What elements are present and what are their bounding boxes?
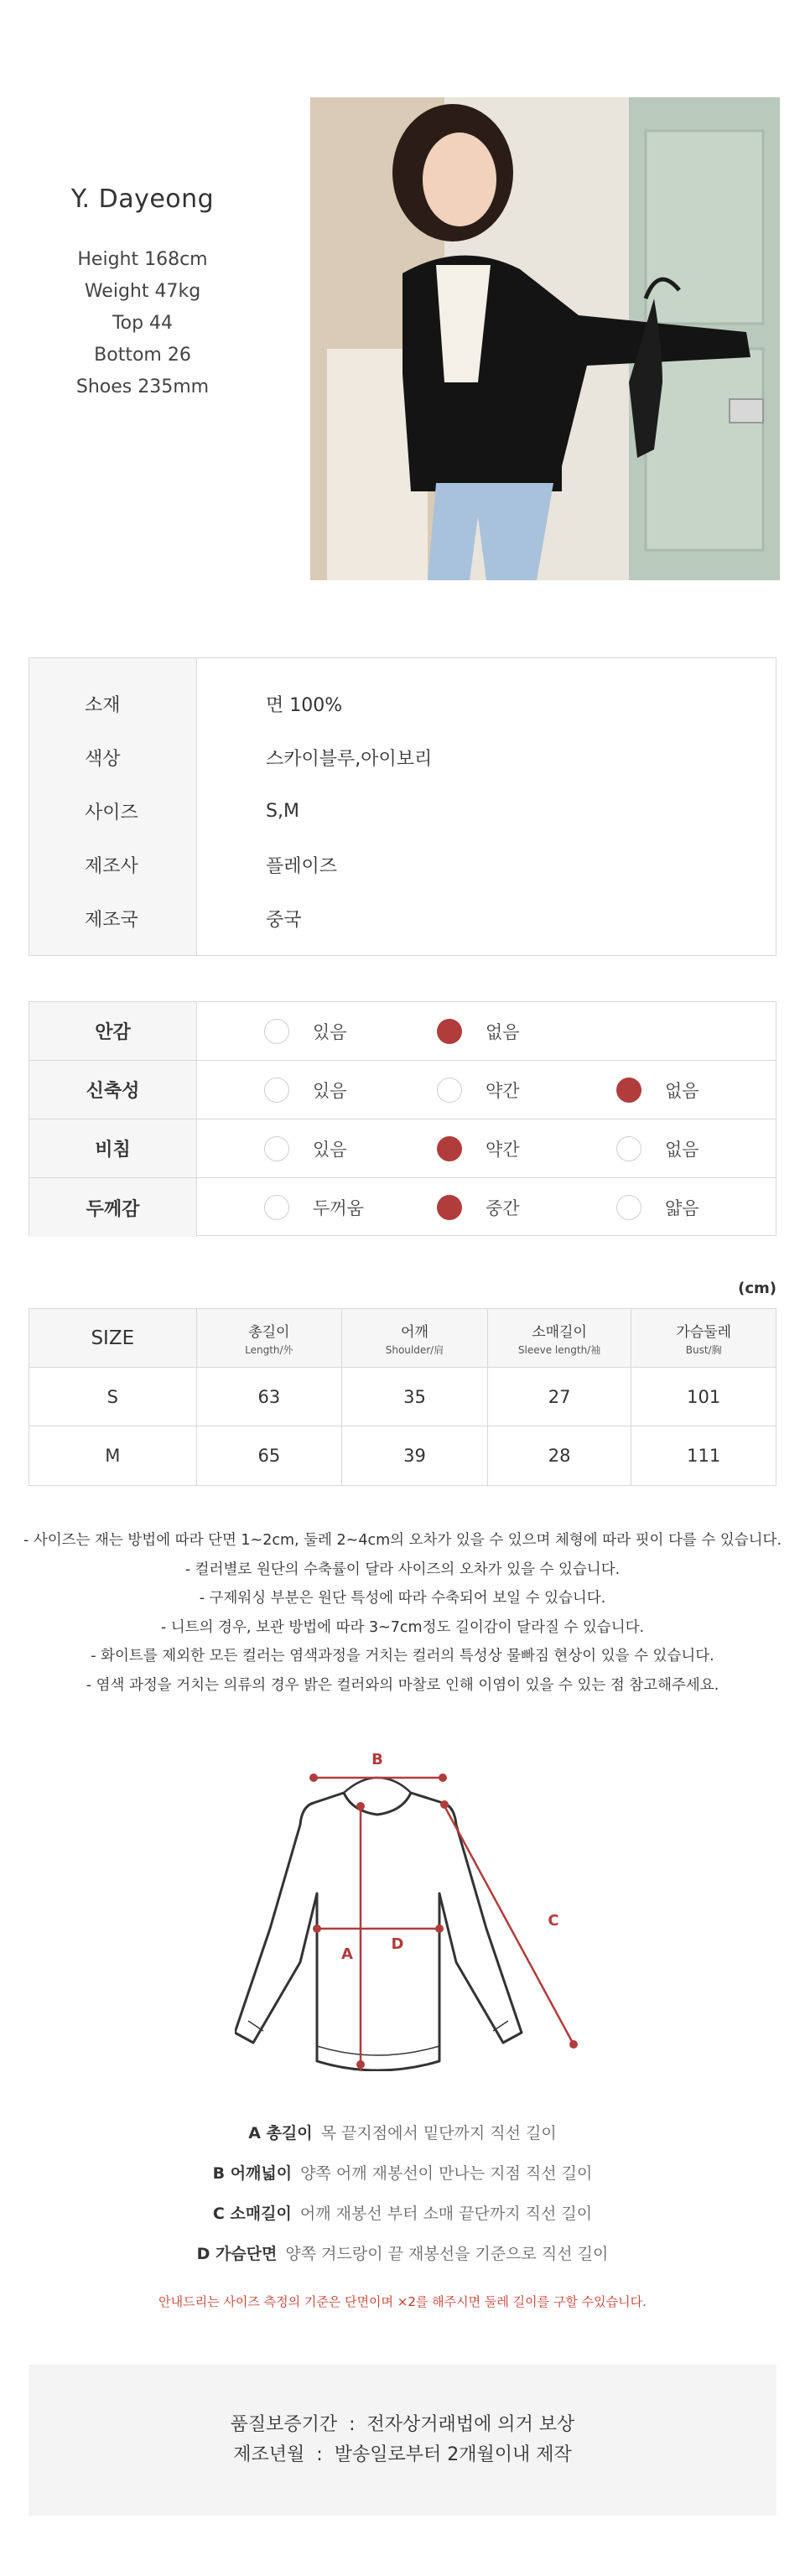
measure-label-a: A xyxy=(341,1945,353,1963)
fabric-option xyxy=(437,1002,520,1060)
model-bottom: Bottom 26 xyxy=(94,345,191,366)
legend-desc: 양쪽 겨드랑이 끝 재봉선을 기준으로 직선 길이 xyxy=(285,2245,609,2263)
measure-point xyxy=(313,1924,321,1933)
fabric-option-label: 없음 xyxy=(665,1139,699,1160)
size-header-shoulder xyxy=(342,1309,488,1367)
legend-row-b xyxy=(0,2153,805,2194)
fabric-option xyxy=(264,1119,347,1177)
fabric-option xyxy=(437,1178,520,1237)
legend-desc: 목 끝지점에서 밑단까지 직선 길이 xyxy=(320,2124,557,2142)
model-shoes: Shoes 235mm xyxy=(75,377,210,397)
info-value: S,M xyxy=(266,800,299,822)
size-value: 65 xyxy=(197,1426,343,1485)
info-value: 면 100% xyxy=(266,694,343,716)
collar-line xyxy=(344,1778,411,1793)
shirt-diagram xyxy=(235,1744,587,2071)
info-row-material xyxy=(29,687,776,720)
fabric-row-stretch xyxy=(29,1061,776,1119)
model-top: Top 44 xyxy=(112,313,174,334)
measurement-note: 안내드리는 사이즈 측정의 기준은 단면이며 ×2를 해주시면 둘레 길이를 구할 수있습니다. xyxy=(158,2294,647,2309)
fabric-option-label: 얇음 xyxy=(665,1198,699,1218)
measure-point xyxy=(356,1802,365,1810)
fabric-row-thickness xyxy=(29,1178,776,1237)
info-label: 제조국 xyxy=(85,909,138,931)
product-info-table xyxy=(29,657,776,956)
header-sub: Sleeve length/袖 xyxy=(517,1343,601,1356)
size-value: 35 xyxy=(342,1368,488,1426)
fabric-option xyxy=(264,1002,347,1060)
fabric-option-label: 약간 xyxy=(486,1080,520,1101)
header-sub: Length/外 xyxy=(245,1343,293,1356)
header-sub: Bust/胸 xyxy=(685,1343,722,1356)
measure-label-b: B xyxy=(371,1751,383,1768)
legend-desc: 어깨 재봉선 부터 소매 끝단까지 직선 길이 xyxy=(299,2205,593,2223)
radio-dot xyxy=(616,1195,641,1220)
info-row-color xyxy=(29,740,776,774)
size-table xyxy=(29,1308,776,1486)
info-label: 사이즈 xyxy=(85,802,138,823)
info-label: 소재 xyxy=(85,694,121,716)
note-line: - 니트의 경우, 보관 방법에 따라 3~7cm정도 길이감이 달라질 수 있습니다. xyxy=(160,1618,645,1636)
header-main: 총길이 xyxy=(248,1323,290,1341)
fabric-option-label: 없음 xyxy=(486,1021,520,1042)
size-value: 63 xyxy=(197,1368,343,1426)
legend-key: C 소매길이 xyxy=(212,2205,292,2223)
radio-dot xyxy=(264,1195,289,1220)
size-value: 39 xyxy=(342,1426,488,1485)
legend-desc: 양쪽 어깨 재봉선이 만나는 지점 직선 길이 xyxy=(300,2164,593,2183)
size-header-title: SIZE xyxy=(29,1309,197,1367)
radio-dot-selected xyxy=(616,1078,641,1103)
fabric-option-label: 있음 xyxy=(313,1139,347,1160)
note-line: - 염색 과정을 거치는 의류의 경우 밝은 컬러와의 마찰로 인해 이염이 있을 수 있는 점 참고해주세요. xyxy=(86,1676,719,1694)
legend-key: D 가슴단면 xyxy=(196,2245,278,2263)
fabric-option-label: 있음 xyxy=(313,1080,347,1101)
header-main: 소매길이 xyxy=(532,1323,587,1341)
radio-dot xyxy=(264,1019,289,1044)
guarantee-period: 품질보증기간 : 전자상거래법에 의거 보상 xyxy=(230,2414,575,2435)
size-value: 27 xyxy=(488,1368,632,1426)
size-unit: (cm) xyxy=(738,1280,776,1297)
fabric-option-label: 없음 xyxy=(665,1080,699,1101)
legend-key: A 총길이 xyxy=(248,2124,313,2142)
note-line: - 구제워싱 부분은 원단 특성에 따라 수축되어 보일 수 있습니다. xyxy=(199,1590,606,1607)
radio-dot xyxy=(437,1078,462,1103)
size-row-m xyxy=(29,1426,776,1485)
radio-dot-selected xyxy=(437,1195,462,1220)
measurement-legend xyxy=(0,2113,805,2274)
legend-row-c xyxy=(0,2194,805,2234)
header-main: 어깨 xyxy=(401,1323,428,1341)
fabric-properties-table xyxy=(29,1001,776,1236)
radio-dot xyxy=(264,1136,289,1161)
model-photo-illustration xyxy=(310,97,780,580)
size-value: 101 xyxy=(687,1386,721,1407)
fabric-option xyxy=(437,1061,520,1119)
measure-label-c: C xyxy=(548,1912,559,1929)
info-row-size xyxy=(29,794,776,828)
model-weight: Weight 47kg xyxy=(84,281,201,302)
fabric-option xyxy=(264,1061,347,1119)
info-value: 플레이즈 xyxy=(266,855,338,877)
fabric-row-lining xyxy=(29,1002,776,1061)
fabric-option-label: 중간 xyxy=(486,1198,520,1218)
size-notes xyxy=(0,1526,805,1700)
model-height: Height 168cm xyxy=(77,249,208,270)
info-label: 색상 xyxy=(85,748,121,770)
fabric-label: 두께감 xyxy=(29,1178,197,1237)
radio-dot xyxy=(264,1078,289,1103)
header-main: 가슴둘레 xyxy=(676,1323,732,1341)
fabric-option-label: 두꺼움 xyxy=(313,1198,364,1218)
size-label: S xyxy=(29,1368,197,1426)
legend-row-a xyxy=(0,2113,805,2153)
size-label: M xyxy=(29,1426,197,1485)
fabric-option xyxy=(264,1178,364,1237)
model-photo xyxy=(310,97,780,580)
model-name: Y. Dayeong xyxy=(70,184,215,214)
legend-key: B 어깨넓이 xyxy=(212,2164,293,2183)
radio-dot-selected xyxy=(437,1136,462,1161)
info-label: 제조사 xyxy=(85,855,138,877)
note-line: - 화이트를 제외한 모든 컬러는 염색과정을 거치는 컬러의 특성상 물빠짐 현상이 있을 수 있습니다. xyxy=(91,1648,714,1665)
measure-point xyxy=(435,1924,444,1933)
radio-dot xyxy=(616,1136,641,1161)
model-info xyxy=(0,184,285,403)
measure-point xyxy=(309,1774,318,1782)
size-row-s xyxy=(29,1368,776,1426)
note-line: - 사이즈는 재는 방법에 따라 단면 1~2cm, 둘레 2~4cm의 오차가 있을 수 있으며 체형에 따라 핏이 다를 수 있습니다. xyxy=(23,1532,782,1549)
size-table-header xyxy=(29,1309,776,1368)
fabric-option xyxy=(616,1178,699,1237)
radio-dot-selected xyxy=(437,1019,462,1044)
legend-row-d xyxy=(0,2234,805,2274)
size-header-sleeve xyxy=(488,1309,632,1367)
measure-point xyxy=(356,2060,365,2069)
fabric-label: 신축성 xyxy=(29,1061,197,1119)
size-header-length xyxy=(197,1309,343,1367)
quality-guarantee-box xyxy=(29,2365,776,2516)
info-row-manufacturer xyxy=(29,848,776,881)
info-row-country xyxy=(29,901,776,935)
size-value: 111 xyxy=(687,1446,721,1466)
fabric-option xyxy=(616,1061,699,1119)
info-value: 스카이블루,아이보리 xyxy=(266,748,433,770)
size-value: 28 xyxy=(488,1426,632,1485)
fabric-option xyxy=(616,1119,699,1177)
manufacture-date: 제조년월 : 발송일로부터 2개월이내 제작 xyxy=(233,2444,572,2465)
fabric-label: 비침 xyxy=(29,1119,197,1177)
header-sub: Shoulder/肩 xyxy=(385,1343,444,1356)
measure-point xyxy=(439,1774,447,1782)
info-value: 중국 xyxy=(266,909,302,931)
measure-point xyxy=(569,2040,578,2049)
measure-point xyxy=(440,1800,449,1809)
fabric-label: 안감 xyxy=(29,1002,197,1060)
measurement-diagram xyxy=(235,1744,587,2071)
measure-label-d: D xyxy=(391,1935,404,1953)
fabric-row-sheerness xyxy=(29,1119,776,1178)
fabric-option xyxy=(437,1119,520,1177)
size-header-bust xyxy=(631,1309,776,1367)
fabric-option-label: 있음 xyxy=(313,1021,347,1042)
fabric-option-label: 약간 xyxy=(486,1139,520,1160)
note-line: - 컬러별로 원단의 수축률이 달라 사이즈의 오차가 있을 수 있습니다. xyxy=(184,1561,621,1578)
shirt-outline xyxy=(235,1793,522,2070)
